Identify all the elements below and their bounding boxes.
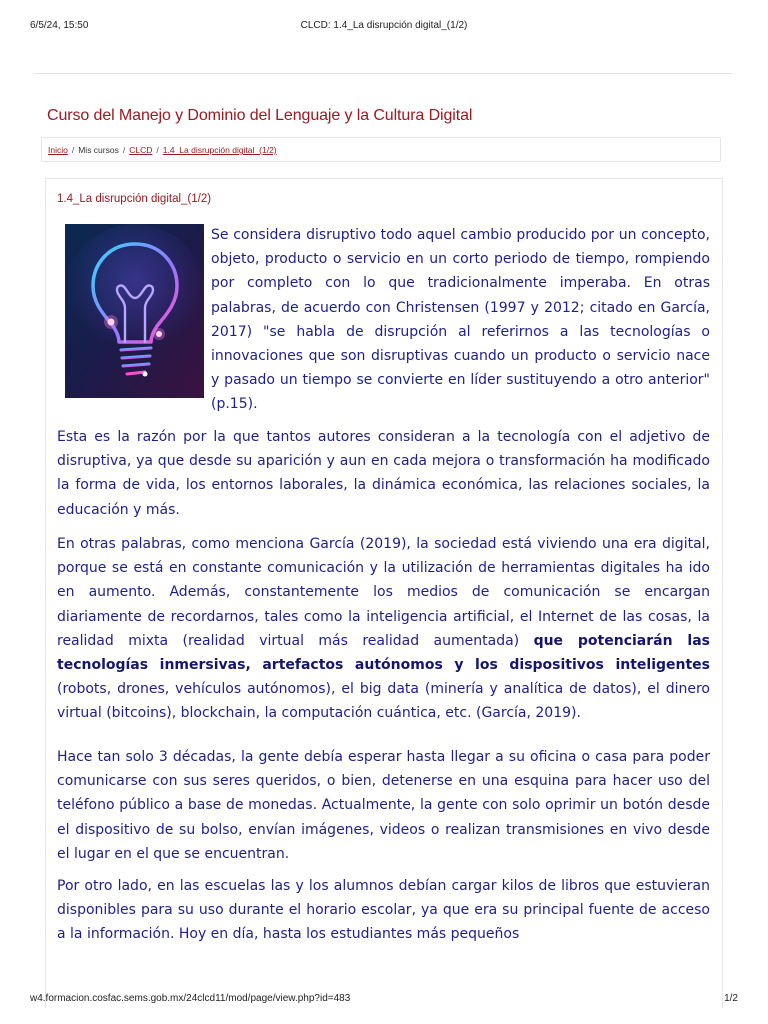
paragraph-technology-disruptive: Esta es la razón por la que tantos autores consideran a la tecnología con el adjetivo de disruptiva, ya que desde su aparición y aun en cada mejora o transformación ha modificado la forma de vida, los entornos laborales, la dinámica económica, las relaciones sociales, la educación y más.: [57, 429, 710, 518]
breadcrumb-separator: /: [156, 145, 159, 155]
print-header: [30, 20, 738, 34]
paragraph-digital-era: [57, 532, 710, 726]
breadcrumb-home-link[interactable]: Inicio: [48, 145, 68, 155]
breadcrumb-separator: /: [122, 145, 126, 155]
print-page-counter: 1/2: [724, 993, 738, 1004]
breadcrumb-page-link[interactable]: 1.4_La disrupción digital_(1/2): [162, 145, 277, 155]
header-divider: [34, 73, 732, 74]
paragraph-bold-text: que potenciarán las tecnologías inmersivas, artefactos autónomos y los dispositivos inteligentes: [57, 632, 711, 674]
print-datetime: 6/5/24, 15:50: [30, 20, 89, 31]
light-bulb-icon: [65, 224, 204, 398]
print-footer: [30, 993, 738, 1007]
intro-paragraph: Se considera disruptivo todo aquel cambio producido por un concepto, objeto, producto o servicio en un corto periodo de tiempo, rompiendo por completo con lo que tradicionalmente imperaba. En otras palabras, de acuerdo con Christensen (1997 y 2012; citado en García, 2017) "se habla de disrupción al referirnos a las tecnologías o innovaciones que son disruptivas cuando un producto o servicio nace y pasado un tiempo se convierte en líder sustituyendo a otro anterior" (p.15).: [211, 227, 710, 413]
print-url: w4.formacion.cosfac.sems.gob.mx/24clcd11/mod/page/view.php?id=483: [30, 993, 351, 1004]
paragraph-text: (robots, drones, vehículos autónomos), el big data (minería y analítica de datos), el dinero virtual (bitcoins), blockchain, la computación cuántica, etc. (García, 2019).: [57, 681, 710, 722]
paragraph-schools: Por otro lado, en las escuelas las y los alumnos debían cargar kilos de libros que estuvieran disponibles para su uso durante el horario escolar, ya que era su principal fuente de acceso a la información. Hoy en día, hasta los estudiantes más pequeños: [57, 878, 710, 943]
paragraph-three-decades: Hace tan solo 3 décadas, la gente debía esperar hasta llegar a su oficina o casa para poder comunicarse con sus seres queridos, o bien, detenerse en una esquina para hacer uso del teléfono público a base de monedas. Actualmente, la gente con solo oprimir un botón desde el dispositivo de su bolso, envían imágenes, videos o realizan transmisiones en vivo desde el lugar en el que se encuentran.: [57, 749, 710, 862]
breadcrumb-course-link[interactable]: CLCD: [129, 145, 153, 155]
print-doc-title: CLCD: 1.4_La disrupción digital_(1/2): [300, 20, 468, 31]
page-heading: 1.4_La disrupción digital_(1/2): [57, 193, 212, 205]
light-bulb-illustration: [65, 224, 204, 398]
breadcrumb-separator: /: [71, 145, 75, 155]
breadcrumb-my-courses: Mis cursos: [78, 145, 119, 155]
paragraph-text: En otras palabras, como menciona García (2019), la sociedad está viviendo una era digital, porque se está en constante comunicación y la utilización de herramientas digitales ha ido en aumento. Además, constantemente los medios de comunicación se encargan diariamente de recordarnos, tales como la inteligencia artificial, el Internet de las cosas, la realidad mixta (realidad virtual más realidad aumentada): [57, 536, 710, 649]
course-title: Curso del Manejo y Dominio del Lenguaje y la Cultura Digital: [47, 107, 473, 124]
breadcrumb: [41, 137, 721, 162]
